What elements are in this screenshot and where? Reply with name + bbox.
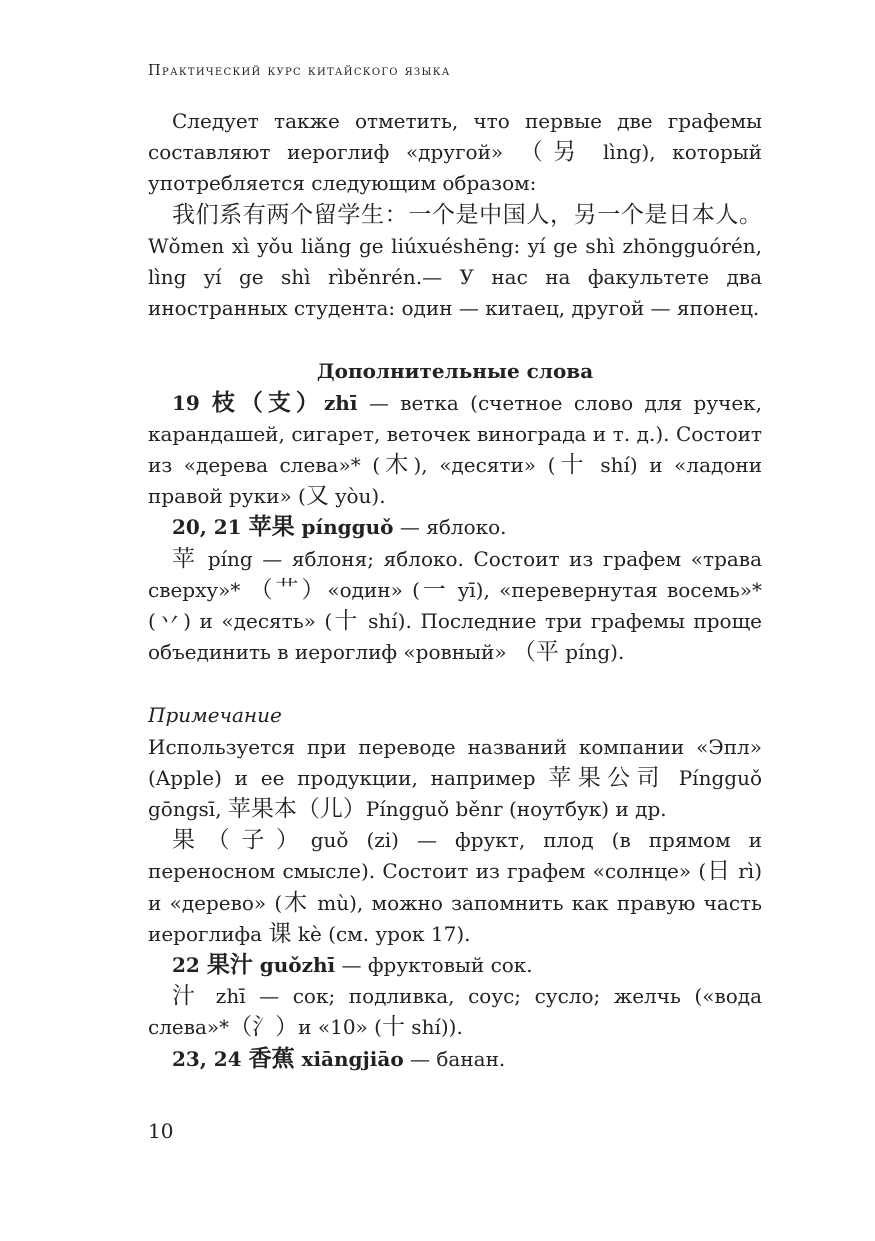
note-title: Примечание	[148, 703, 282, 728]
running-head: Практический курс китайского языка	[148, 63, 451, 79]
note-text: Используется при переводе названий компании «Эпл» (Apple) и ее продукции, например 苹果公司 Píngguǒ gōngsī, 苹果本（儿）Píngguǒ běnr (ноутбук) и др.	[148, 734, 762, 823]
entry-22: 22 果汁 guǒzhī — фруктовый сок.	[172, 952, 533, 979]
page-number: 10	[148, 1119, 174, 1143]
paragraph-intro: Следует также отметить, что первые две графемы составляют иероглиф «другой» （另 lìng), который употребляется следующим образом:	[148, 109, 763, 196]
body-text	[148, 106, 762, 1075]
entry-19: 19 枝（支）zhī — ветка (счетное слово для ручек, карандашей, сигарет, веточек винограда и т. д.). Состоит из «дерева слева»* (木), «десяти» (十 shí) и «ладони правой руки» (又 yòu).	[148, 389, 763, 510]
entry-20-21: 20, 21 苹果 píngguǒ — яблоко.	[172, 514, 507, 541]
section-heading: Дополнительные слова	[316, 359, 594, 384]
entry-23-24: 23, 24 香蕉 xiāngjiāo — банан.	[172, 1045, 506, 1072]
paragraph-zhi: 汁 zhī — сок; подливка, соус; сусло; желчь («вода слева»*（氵）и «10» (十 shí)).	[148, 983, 763, 1041]
paragraph-example: 我们系有两个留学生：一个是中国人，另一个是日本人。 Wǒmen xì yǒu liǎng ge liúxuéshēng: yí ge shì zhōngguórén, lìng yí ge shì rìběnrén.— У нас на факультете два иностранных студента: один — китаец, другой — японец.	[148, 201, 762, 321]
paragraph-guo: 果（子）guǒ (zi) — фрукт, плод (в прямом и переносном смысле). Состоит из графем «солнце» (日 rì) и «дерево» (木 mù), можно запомнить как правую часть иероглифа 课 kè (см. урок 17).	[148, 827, 762, 947]
paragraph-ping: 苹 píng — яблоня; яблоко. Состоит из графем «трава сверху»* （艹）«один» (一 yī), «перевернутая восемь»* (丷) и «десять» (十 shí). Последние три графемы проще объединить в иероглиф «ровный» （平 píng).	[148, 545, 763, 666]
